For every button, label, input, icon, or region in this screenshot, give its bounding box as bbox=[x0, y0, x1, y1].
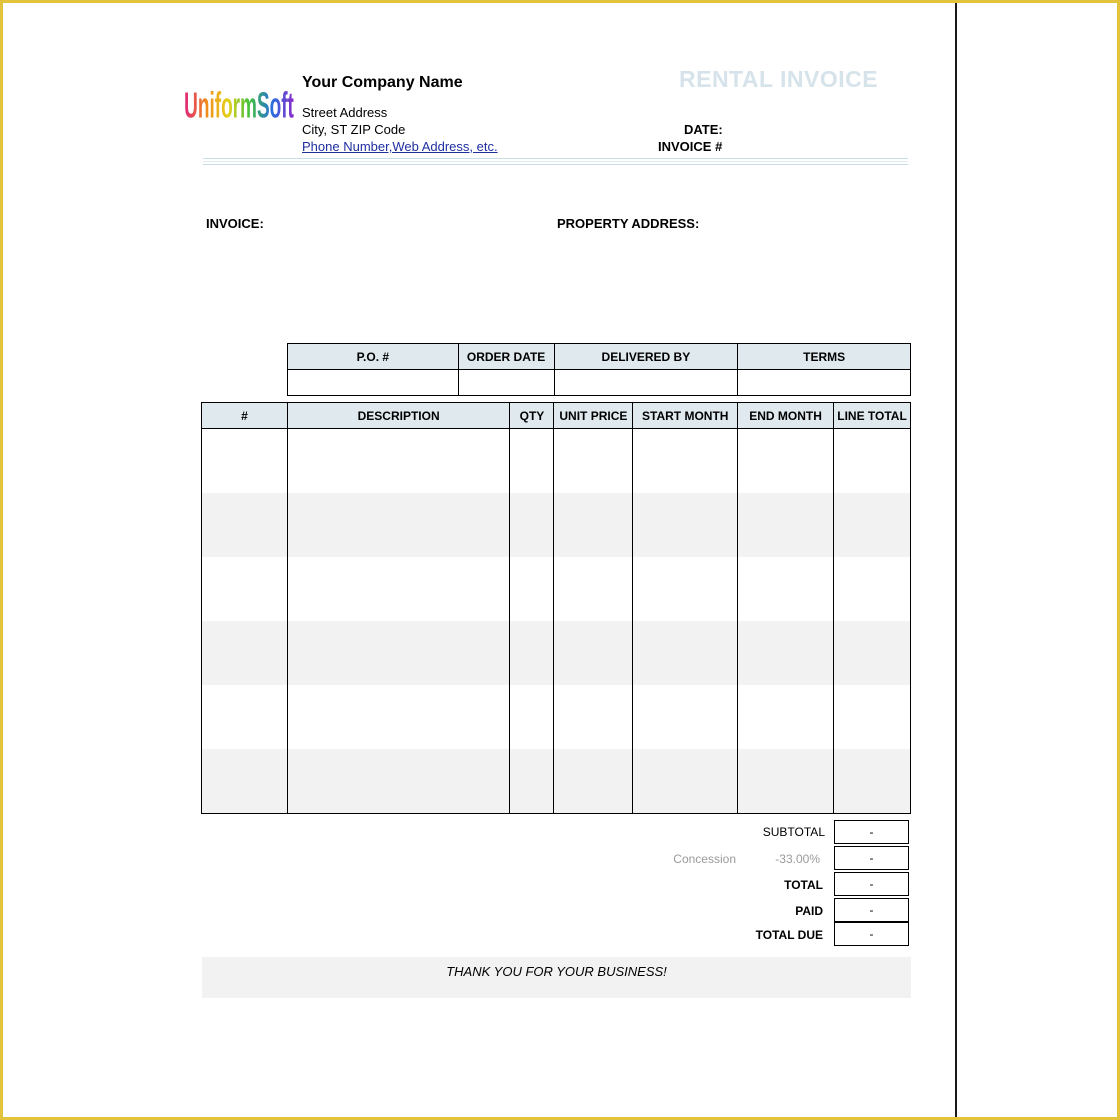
table-cell[interactable] bbox=[510, 685, 554, 749]
table-cell[interactable] bbox=[287, 557, 510, 621]
table-cell[interactable] bbox=[633, 493, 738, 557]
table-cell[interactable] bbox=[202, 749, 288, 814]
table-cell[interactable] bbox=[554, 749, 633, 814]
delivered-by-header: DELIVERED BY bbox=[554, 344, 738, 370]
table-cell[interactable] bbox=[834, 493, 911, 557]
line-items-table bbox=[201, 402, 911, 814]
table-cell[interactable] bbox=[834, 749, 911, 814]
table-cell[interactable] bbox=[287, 429, 510, 494]
po-number-cell[interactable] bbox=[288, 370, 459, 396]
table-cell[interactable] bbox=[202, 621, 288, 685]
terms-cell[interactable] bbox=[738, 370, 911, 396]
table-cell[interactable] bbox=[834, 429, 911, 494]
property-address-label: PROPERTY ADDRESS: bbox=[557, 216, 700, 231]
paid-value[interactable]: - bbox=[834, 898, 909, 922]
table-cell[interactable] bbox=[738, 429, 834, 494]
table-cell[interactable] bbox=[738, 557, 834, 621]
table-cell[interactable] bbox=[633, 685, 738, 749]
table-cell[interactable] bbox=[633, 749, 738, 814]
table-cell[interactable] bbox=[287, 621, 510, 685]
table-row bbox=[202, 749, 911, 814]
table-row bbox=[202, 429, 911, 494]
document-title: RENTAL INVOICE bbox=[679, 66, 879, 92]
table-cell[interactable] bbox=[510, 493, 554, 557]
terms-header: TERMS bbox=[738, 344, 911, 370]
po-number-header: P.O. # bbox=[288, 344, 459, 370]
contact-link[interactable]: Phone Number,Web Address, etc. bbox=[302, 139, 498, 154]
unit-price-header: UNIT PRICE bbox=[554, 403, 633, 429]
table-cell[interactable] bbox=[510, 621, 554, 685]
table-cell[interactable] bbox=[834, 557, 911, 621]
paid-label: PAID bbox=[795, 904, 823, 918]
table-cell[interactable] bbox=[510, 429, 554, 494]
header-rule bbox=[203, 164, 908, 165]
table-cell[interactable] bbox=[554, 493, 633, 557]
table-cell[interactable] bbox=[738, 749, 834, 814]
table-cell[interactable] bbox=[738, 685, 834, 749]
company-name: Your Company Name bbox=[302, 74, 463, 91]
line-total-header: LINE TOTAL bbox=[834, 403, 911, 429]
invoice-number-label: INVOICE # bbox=[658, 139, 723, 154]
qty-header: QTY bbox=[510, 403, 554, 429]
header-rule bbox=[203, 161, 908, 162]
order-info-table bbox=[287, 343, 911, 396]
concession-label: Concession bbox=[673, 852, 736, 866]
svg-text:UniformSoft: UniformSoft bbox=[184, 86, 294, 127]
description-header: DESCRIPTION bbox=[287, 403, 510, 429]
street-address: Street Address bbox=[302, 105, 388, 120]
subtotal-value[interactable]: - bbox=[834, 820, 909, 844]
table-cell[interactable] bbox=[554, 429, 633, 494]
table-cell[interactable] bbox=[202, 493, 288, 557]
table-cell[interactable] bbox=[202, 557, 288, 621]
table-row bbox=[202, 685, 911, 749]
subtotal-label: SUBTOTAL bbox=[762, 825, 825, 839]
table-cell[interactable] bbox=[510, 749, 554, 814]
order-date-header: ORDER DATE bbox=[458, 344, 554, 370]
table-cell[interactable] bbox=[510, 557, 554, 621]
table-cell[interactable] bbox=[738, 493, 834, 557]
table-cell[interactable] bbox=[554, 685, 633, 749]
thank-you-banner: THANK YOU FOR YOUR BUSINESS! bbox=[202, 957, 911, 998]
invoice-to-label: INVOICE: bbox=[206, 216, 264, 231]
page-margin-line bbox=[955, 3, 957, 1117]
delivered-by-cell[interactable] bbox=[554, 370, 738, 396]
table-row bbox=[202, 557, 911, 621]
table-cell[interactable] bbox=[287, 749, 510, 814]
table-cell[interactable] bbox=[287, 493, 510, 557]
concession-value[interactable]: - bbox=[834, 846, 909, 870]
item-number-header: # bbox=[202, 403, 288, 429]
table-cell[interactable] bbox=[554, 557, 633, 621]
city-state-zip: City, ST ZIP Code bbox=[302, 122, 406, 137]
table-cell[interactable] bbox=[554, 621, 633, 685]
concession-rate: -33.00% bbox=[775, 852, 820, 866]
table-cell[interactable] bbox=[202, 429, 288, 494]
table-cell[interactable] bbox=[633, 621, 738, 685]
total-value[interactable]: - bbox=[834, 872, 909, 896]
table-cell[interactable] bbox=[633, 557, 738, 621]
start-month-header: START MONTH bbox=[633, 403, 738, 429]
table-cell[interactable] bbox=[738, 621, 834, 685]
company-logo bbox=[184, 86, 294, 147]
header-rule bbox=[203, 158, 908, 159]
table-cell[interactable] bbox=[834, 685, 911, 749]
total-due-value[interactable]: - bbox=[834, 922, 909, 946]
table-row bbox=[202, 493, 911, 557]
table-row bbox=[202, 621, 911, 685]
end-month-header: END MONTH bbox=[738, 403, 834, 429]
table-cell[interactable] bbox=[202, 685, 288, 749]
total-label: TOTAL bbox=[784, 878, 823, 892]
date-label: DATE: bbox=[684, 122, 723, 137]
table-cell[interactable] bbox=[834, 621, 911, 685]
order-date-cell[interactable] bbox=[458, 370, 554, 396]
table-cell[interactable] bbox=[633, 429, 738, 494]
table-cell[interactable] bbox=[287, 685, 510, 749]
total-due-label: TOTAL DUE bbox=[755, 928, 823, 942]
